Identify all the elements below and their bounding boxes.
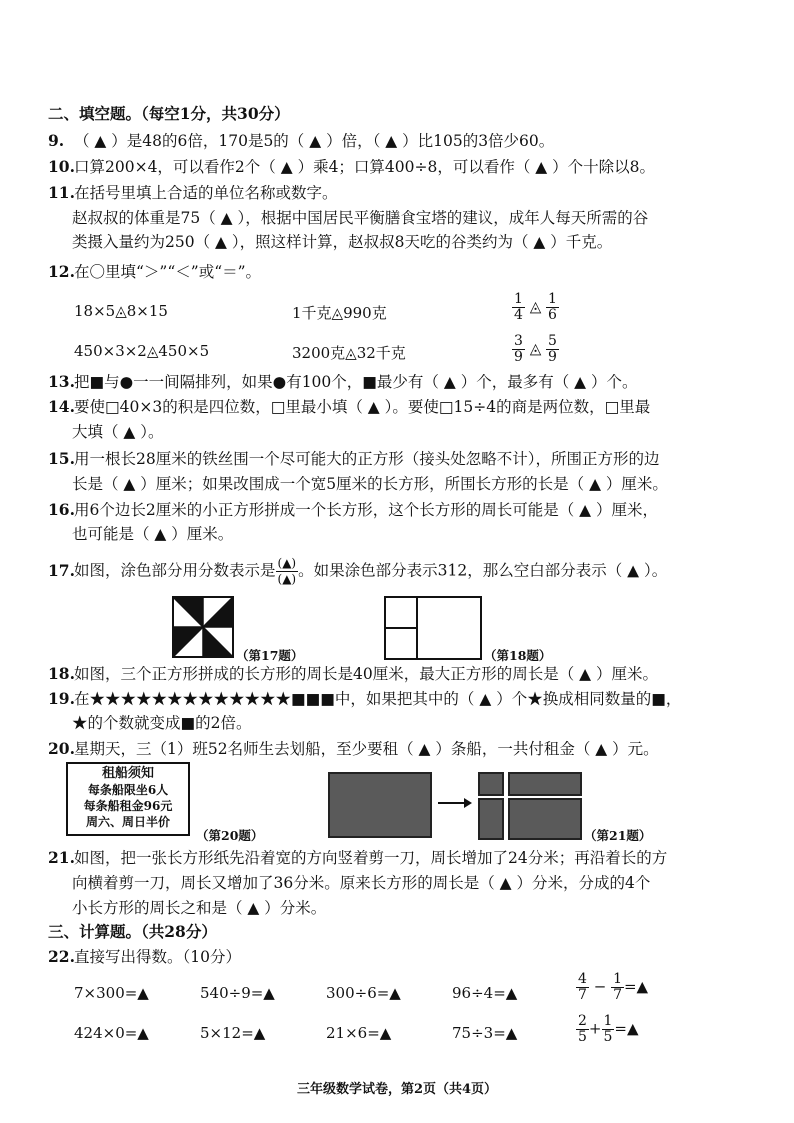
question-17: [48, 556, 667, 587]
compare-circle: ◬: [529, 297, 542, 316]
question-number: 18.: [48, 664, 75, 683]
equals-blank: =▲: [614, 1019, 639, 1038]
compare-item-6: [512, 334, 559, 365]
question-number: 22.: [48, 947, 75, 966]
section-heading: 二、填空题。（每空1分，共30分）: [48, 104, 290, 123]
figure-21-caption: （第21题）: [584, 828, 652, 843]
question-number: 19.: [48, 689, 75, 708]
compare-item-2: 1千克◬990克: [292, 304, 387, 322]
compare-item-1: 18×5◬8×15: [74, 302, 168, 320]
question-number: 12.: [48, 262, 75, 281]
fraction: [576, 1014, 589, 1045]
numerator: (▲): [277, 556, 297, 570]
calc-item: 5×12=▲: [200, 1024, 266, 1042]
paper-piece-bottom-left: [478, 798, 504, 840]
fraction: [602, 1014, 615, 1045]
question-number: 17.: [48, 560, 75, 580]
figure-17-pinwheel: [172, 596, 234, 658]
denominator: (▲): [277, 572, 297, 586]
calc-item: 540÷9=▲: [200, 984, 275, 1002]
question-21-line2: 向横着剪一刀，周长又增加了36分米。原来长方形的周长是（ ▲ ）分米，分成的4个: [72, 874, 651, 892]
question-text: 要使□40×3的积是四位数，□里最小填（ ▲ ）。要使□15÷4的商是两位数，□里最: [74, 398, 651, 416]
question-text: 在★★★★★★★★★★★★★■■■中，如果把其中的（ ▲ ）个★换成相同数量的■，: [74, 690, 682, 708]
question-18: [48, 664, 658, 684]
question-11-line3: 类摄入量约为250（ ▲ ），照这样计算，赵叔叔8天吃的谷类约为（ ▲ ）千克。: [72, 233, 613, 251]
question-number: 13.: [48, 372, 75, 391]
question-text: 用6个边长2厘米的小正方形拼成一个长方形，这个长方形的周长可能是（ ▲ ）厘米，: [74, 501, 658, 519]
calc-item: 96÷4=▲: [452, 984, 518, 1002]
notice-title: 租船须知: [101, 766, 154, 781]
operator: −: [593, 977, 607, 996]
fraction: [576, 972, 589, 1003]
question-15: [48, 449, 659, 469]
denominator: 5: [578, 1029, 587, 1045]
question-text: 口算200×4，可以看作2个（ ▲ ）乘4；口算400÷8，可以看作（ ▲ ）个十除以8。: [74, 158, 656, 176]
paper-piece-top-left: [478, 772, 504, 796]
calc-item: 21×6=▲: [326, 1024, 392, 1042]
numerator: 5: [548, 333, 557, 349]
question-16-line2: 也可能是（ ▲ ）厘米。: [72, 525, 234, 543]
denominator: 4: [514, 307, 523, 323]
question-16: [48, 500, 658, 520]
paper-piece-bottom-right: [508, 798, 582, 840]
question-10: [48, 157, 655, 177]
fraction: [512, 334, 525, 365]
question-number: 16.: [48, 500, 75, 519]
numerator: 1: [613, 971, 622, 987]
figure-18-caption: （第18题）: [484, 648, 552, 663]
calc-item: 300÷6=▲: [326, 984, 401, 1002]
question-19: [48, 689, 681, 709]
question-number: 15.: [48, 449, 75, 468]
notice-line: 每条船租金96元: [83, 799, 173, 813]
denominator: 7: [578, 987, 587, 1003]
numerator: 1: [548, 291, 557, 307]
question-text: 如图，把一张长方形纸先沿着宽的方向竖着剪一刀，周长增加了24分米；再沿着长的方: [74, 849, 668, 867]
compare-item-5: 3200克◬32千克: [292, 344, 406, 362]
operator: +: [588, 1019, 602, 1038]
question-20: [48, 739, 659, 759]
question-text: 在括号里填上合适的单位名称或数字。: [74, 184, 338, 202]
calc-item: 7×300=▲: [74, 984, 149, 1002]
page-footer: 三年级数学试卷，第2页（共4页）: [296, 1082, 498, 1097]
fraction: [546, 334, 559, 365]
question-14: [48, 397, 650, 417]
figure-17-caption: （第17题）: [236, 648, 304, 663]
figure-20-caption: （第20题）: [196, 828, 264, 843]
fraction: [512, 292, 525, 323]
question-11: [48, 183, 338, 203]
numerator: 1: [603, 1013, 613, 1029]
calc-item: 424×0=▲: [74, 1024, 149, 1042]
question-13: [48, 372, 637, 392]
question-14-line2: 大填（ ▲ ）。: [72, 423, 164, 441]
question-19-line2: ★的个数就变成■的2倍。: [72, 714, 252, 732]
numerator: 2: [578, 1013, 587, 1029]
question-text-continued: 。如果涂色部分表示312，那么空白部分表示（ ▲ ）。: [298, 561, 668, 580]
compare-circle: ◬: [529, 339, 542, 358]
fraction: [546, 292, 559, 323]
paper-piece-top-right: [508, 772, 582, 796]
notice-line: 周六、周日半价: [85, 815, 170, 829]
question-22: [48, 947, 241, 967]
denominator: 7: [613, 987, 622, 1003]
question-text: （ ▲ ）是48的6倍，170是5的（ ▲ ）倍，（ ▲ ）比105的3倍少60。: [74, 132, 555, 150]
numerator: 3: [514, 333, 523, 349]
question-number: 11.: [48, 183, 75, 202]
question-9: [48, 131, 554, 151]
calc-fraction-item: [576, 972, 648, 1003]
denominator: 9: [514, 349, 523, 365]
boat-rental-notice: [66, 762, 190, 836]
question-15-line2: 长是（ ▲ ）厘米；如果改围成一个宽5厘米的长方形，所围长方形的长是（ ▲ ）厘米。: [72, 475, 668, 493]
figure-18-squares: [384, 596, 482, 660]
question-12: [48, 262, 261, 282]
fraction-answer: [276, 556, 299, 587]
section-heading: 三、计算题。（共28分）: [48, 922, 217, 941]
compare-item-3: [512, 292, 559, 323]
fraction: [611, 972, 624, 1003]
question-text: 如图，三个正方形拼成的长方形的周长是40厘米，最大正方形的周长是（ ▲ ）厘米。: [74, 665, 658, 683]
question-number: 10.: [48, 157, 75, 176]
numerator: 4: [578, 971, 587, 987]
question-text: 在〇里填“＞”“＜”或“＝”。: [74, 263, 262, 281]
arrow-icon: [438, 796, 472, 810]
denominator: 9: [548, 349, 557, 365]
question-number: 21.: [48, 848, 75, 867]
question-11-line2: 赵叔叔的体重是75（ ▲ ），根据中国居民平衡膳食宝塔的建议，成年人每天所需的谷: [72, 209, 649, 227]
denominator: 5: [603, 1029, 613, 1045]
question-number: 20.: [48, 739, 75, 758]
calc-item: 75÷3=▲: [452, 1024, 518, 1042]
question-text: 用一根长28厘米的铁丝围一个尽可能大的正方形（接头处忽略不计），所围正方形的边: [74, 450, 660, 468]
compare-item-4: 450×3×2◬450×5: [74, 342, 210, 360]
denominator: 6: [548, 307, 557, 323]
question-text: 如图，涂色部分用分数表示是: [74, 561, 276, 580]
notice-line: 每条船限坐6人: [87, 783, 169, 797]
question-21: [48, 848, 667, 868]
question-text: 星期天，三（1）班52名师生去划船，至少要租（ ▲ ）条船，一共付租金（ ▲ ）元。: [74, 740, 659, 758]
calc-fraction-item: [576, 1014, 639, 1045]
numerator: 1: [514, 291, 523, 307]
paper-photo-whole: [328, 772, 432, 838]
question-21-line3: 小长方形的周长之和是（ ▲ ）分米。: [72, 899, 327, 917]
question-text: 把■与●一一间隔排列，如果●有100个，■最少有（ ▲ ）个，最多有（ ▲ ）个。: [74, 373, 638, 391]
question-number: 14.: [48, 397, 75, 416]
question-text: 直接写出得数。（10分）: [74, 948, 241, 966]
question-number: 9.: [48, 131, 65, 150]
equals-blank: =▲: [623, 977, 649, 996]
